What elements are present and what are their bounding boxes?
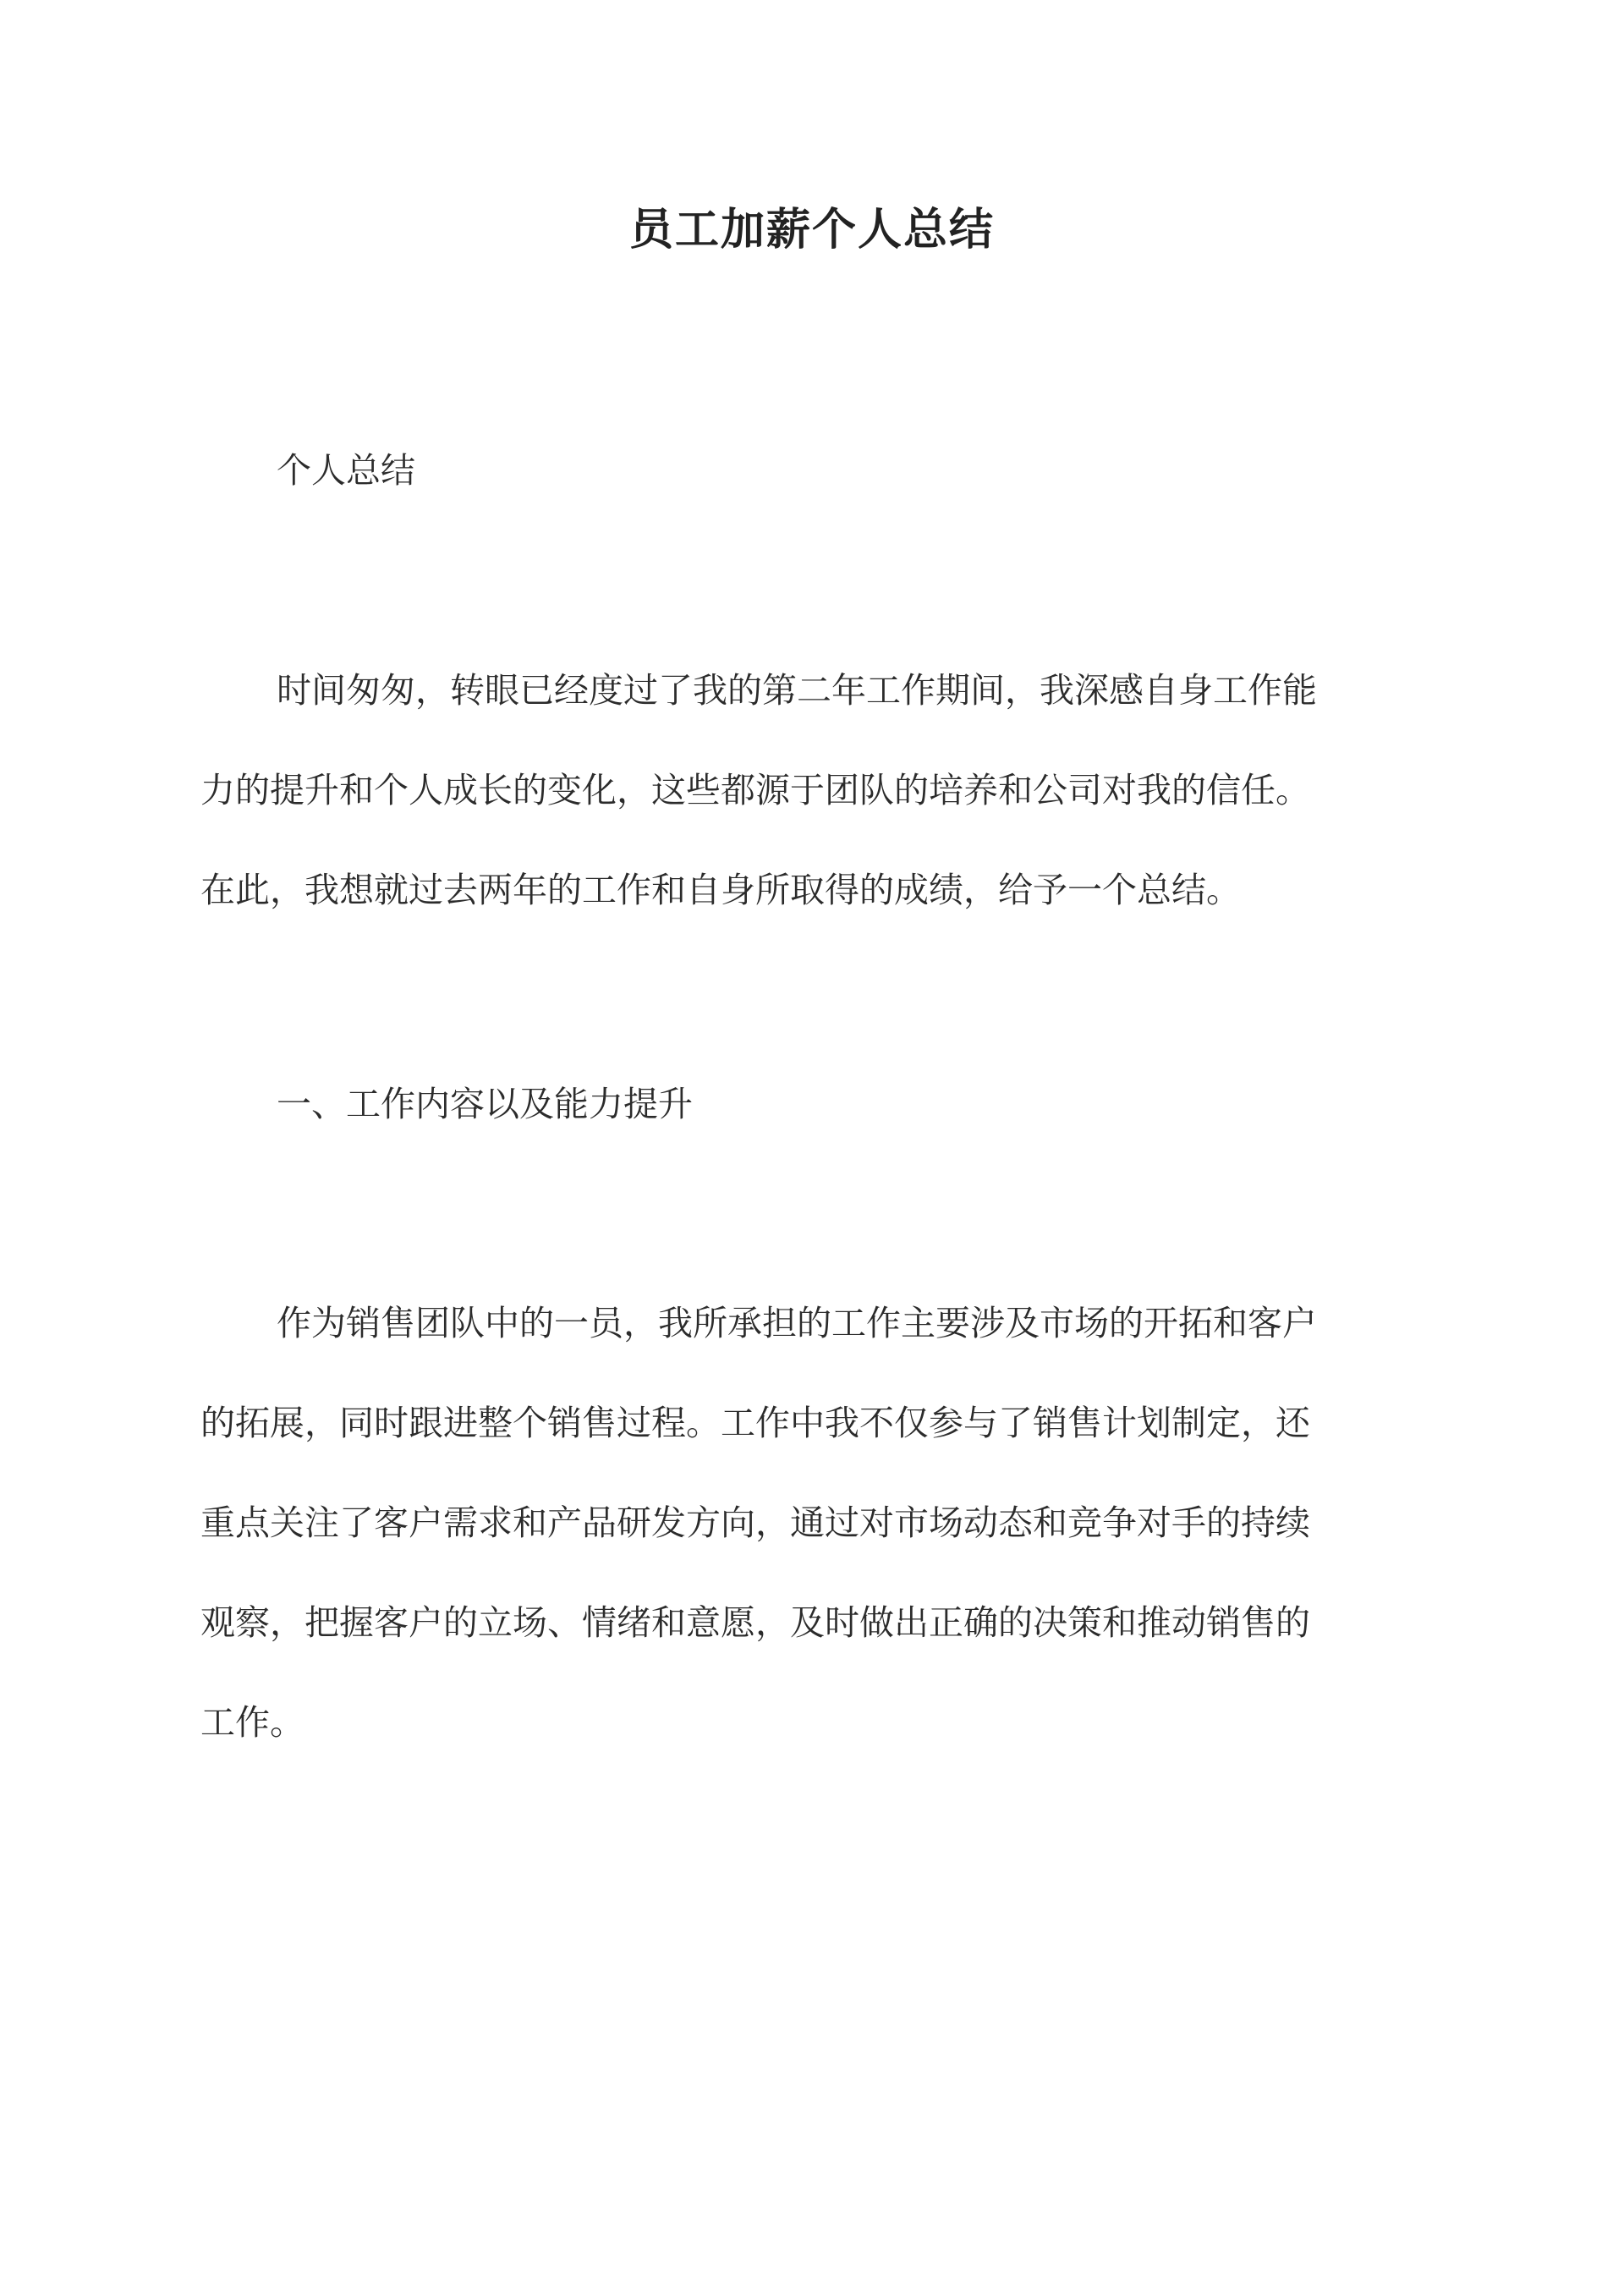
heading-text: 个人总结: [277, 450, 415, 491]
heading-text: 一、工作内容以及能力提升: [277, 1084, 693, 1124]
paragraph-section-1: [200, 1273, 1427, 1772]
paragraph-line: 观察，把握客户的立场、情绪和意愿，及时做出正确的决策和推动销售的: [200, 1602, 1310, 1643]
paragraph-line: 的拓展，同时跟进整个销售过程。工作中我不仅参与了销售计划制定，还: [200, 1403, 1310, 1443]
document-title: 员工加薪个人总结: [628, 204, 995, 255]
paragraph-line: 作为销售团队中的一员，我所承担的工作主要涉及市场的开拓和客户: [277, 1303, 1317, 1343]
paragraph-line: 重点关注了客户需求和产品研发方向，通过对市场动态和竞争对手的持续: [200, 1502, 1310, 1543]
paragraph-line: 力的提升和个人成长的变化，这些都源于团队的培养和公司对我的信任。: [200, 770, 1310, 810]
paragraph-line: 时间匆匆，转眼已经度过了我的第二年工作期间，我深感自身工作能: [277, 670, 1317, 711]
heading-section-1: [200, 1054, 1427, 1154]
paragraph-line: 在此，我想就过去两年的工作和自身所取得的成绩，给予一个总结。: [200, 870, 1241, 910]
paragraph-intro: [200, 640, 1427, 940]
heading-personal-summary: [200, 420, 1427, 520]
paragraph-line: 工作。: [200, 1702, 304, 1743]
